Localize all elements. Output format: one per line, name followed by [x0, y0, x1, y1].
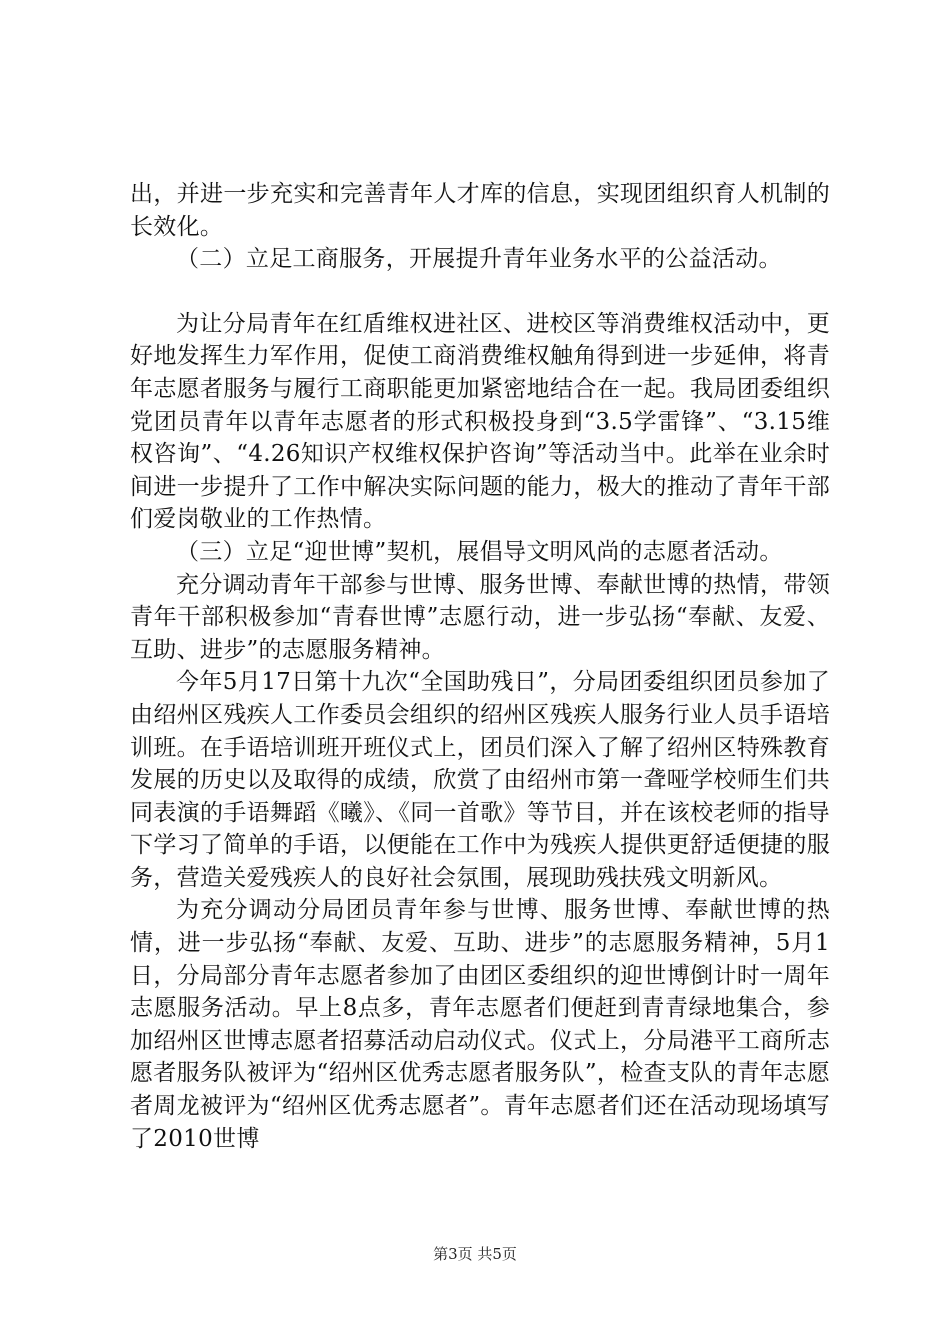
- paragraph-disability-day: 今年5月17日第十九次“全国助残日”，分局团委组织团员参加了由绍州区残疾人工作委员会组织的绍州区残疾人服务行业人员手语培训班。在手语培训班开班仪式上，团员们深入了解了绍州区特殊教育发展的历史以及取得的成绩，欣赏了由绍州市第一聋哑学校师生们共同表演的手语舞蹈《曦》、《同一首歌》等节目，并在该校老师的指导下学习了简单的手语，以便能在工作中为残疾人提供更舒适便捷的服务，营造关爱残疾人的良好社会氛围，展现助残扶残文明新风。: [130, 669, 830, 891]
- page-footer: 第3页 共5页: [433, 1245, 517, 1263]
- paragraph-continuation: 出，并进一步充实和完善青年人才库的信息，实现团组织育人机制的长效化。: [130, 181, 830, 240]
- paragraph-consumer-rights: 为让分局青年在红盾维权进社区、进校区等消费维权活动中，更好地发挥生力军作用，促使工商消费维权触角得到进一步延伸，将青年志愿者服务与履行工商职能更加紧密地结合在一起。我局团委组织党团员青年以青年志愿者的形式积极投身到“3.5学雷锋”、“3.15维权咨询”、“4.26知识产权维权保护咨询”等活动当中。此举在业余时间进一步提升了工作中解决实际问题的能力，极大的推动了青年干部们爱岗敬业的工作热情。: [130, 310, 830, 533]
- section-heading-3: （三）立足“迎世博”契机，展倡导文明风尚的志愿者活动。: [176, 538, 783, 565]
- section-heading-2: （二）立足工商服务，开展提升青年业务水平的公益活动。: [176, 246, 782, 273]
- paragraph-expo-volunteer: 充分调动青年干部参与世博、服务世博、奉献世博的热情，带领青年干部积极参加“青春世博”志愿行动，进一步弘扬“奉献、友爱、互助、进步”的志愿服务精神。: [130, 571, 830, 663]
- document-body: [130, 178, 830, 1155]
- paragraph-countdown-event: 为充分调动分局团员青年参与世博、服务世博、奉献世博的热情，进一步弘扬“奉献、友爱、互助、进步”的志愿服务精神，5月1日，分局部分青年志愿者参加了由团区委组织的迎世博倒计时一周年志愿服务活动。早上8点多，青年志愿者们便赶到青青绿地集合，参加绍州区世博志愿者招募活动启动仪式。仪式上，分局港平工商所志愿者服务队被评为“绍州区优秀志愿者服务队”，检查支队的青年志愿者周龙被评为“绍州区优秀志愿者”。青年志愿者们还在活动现场填写了2010世博: [130, 897, 830, 1152]
